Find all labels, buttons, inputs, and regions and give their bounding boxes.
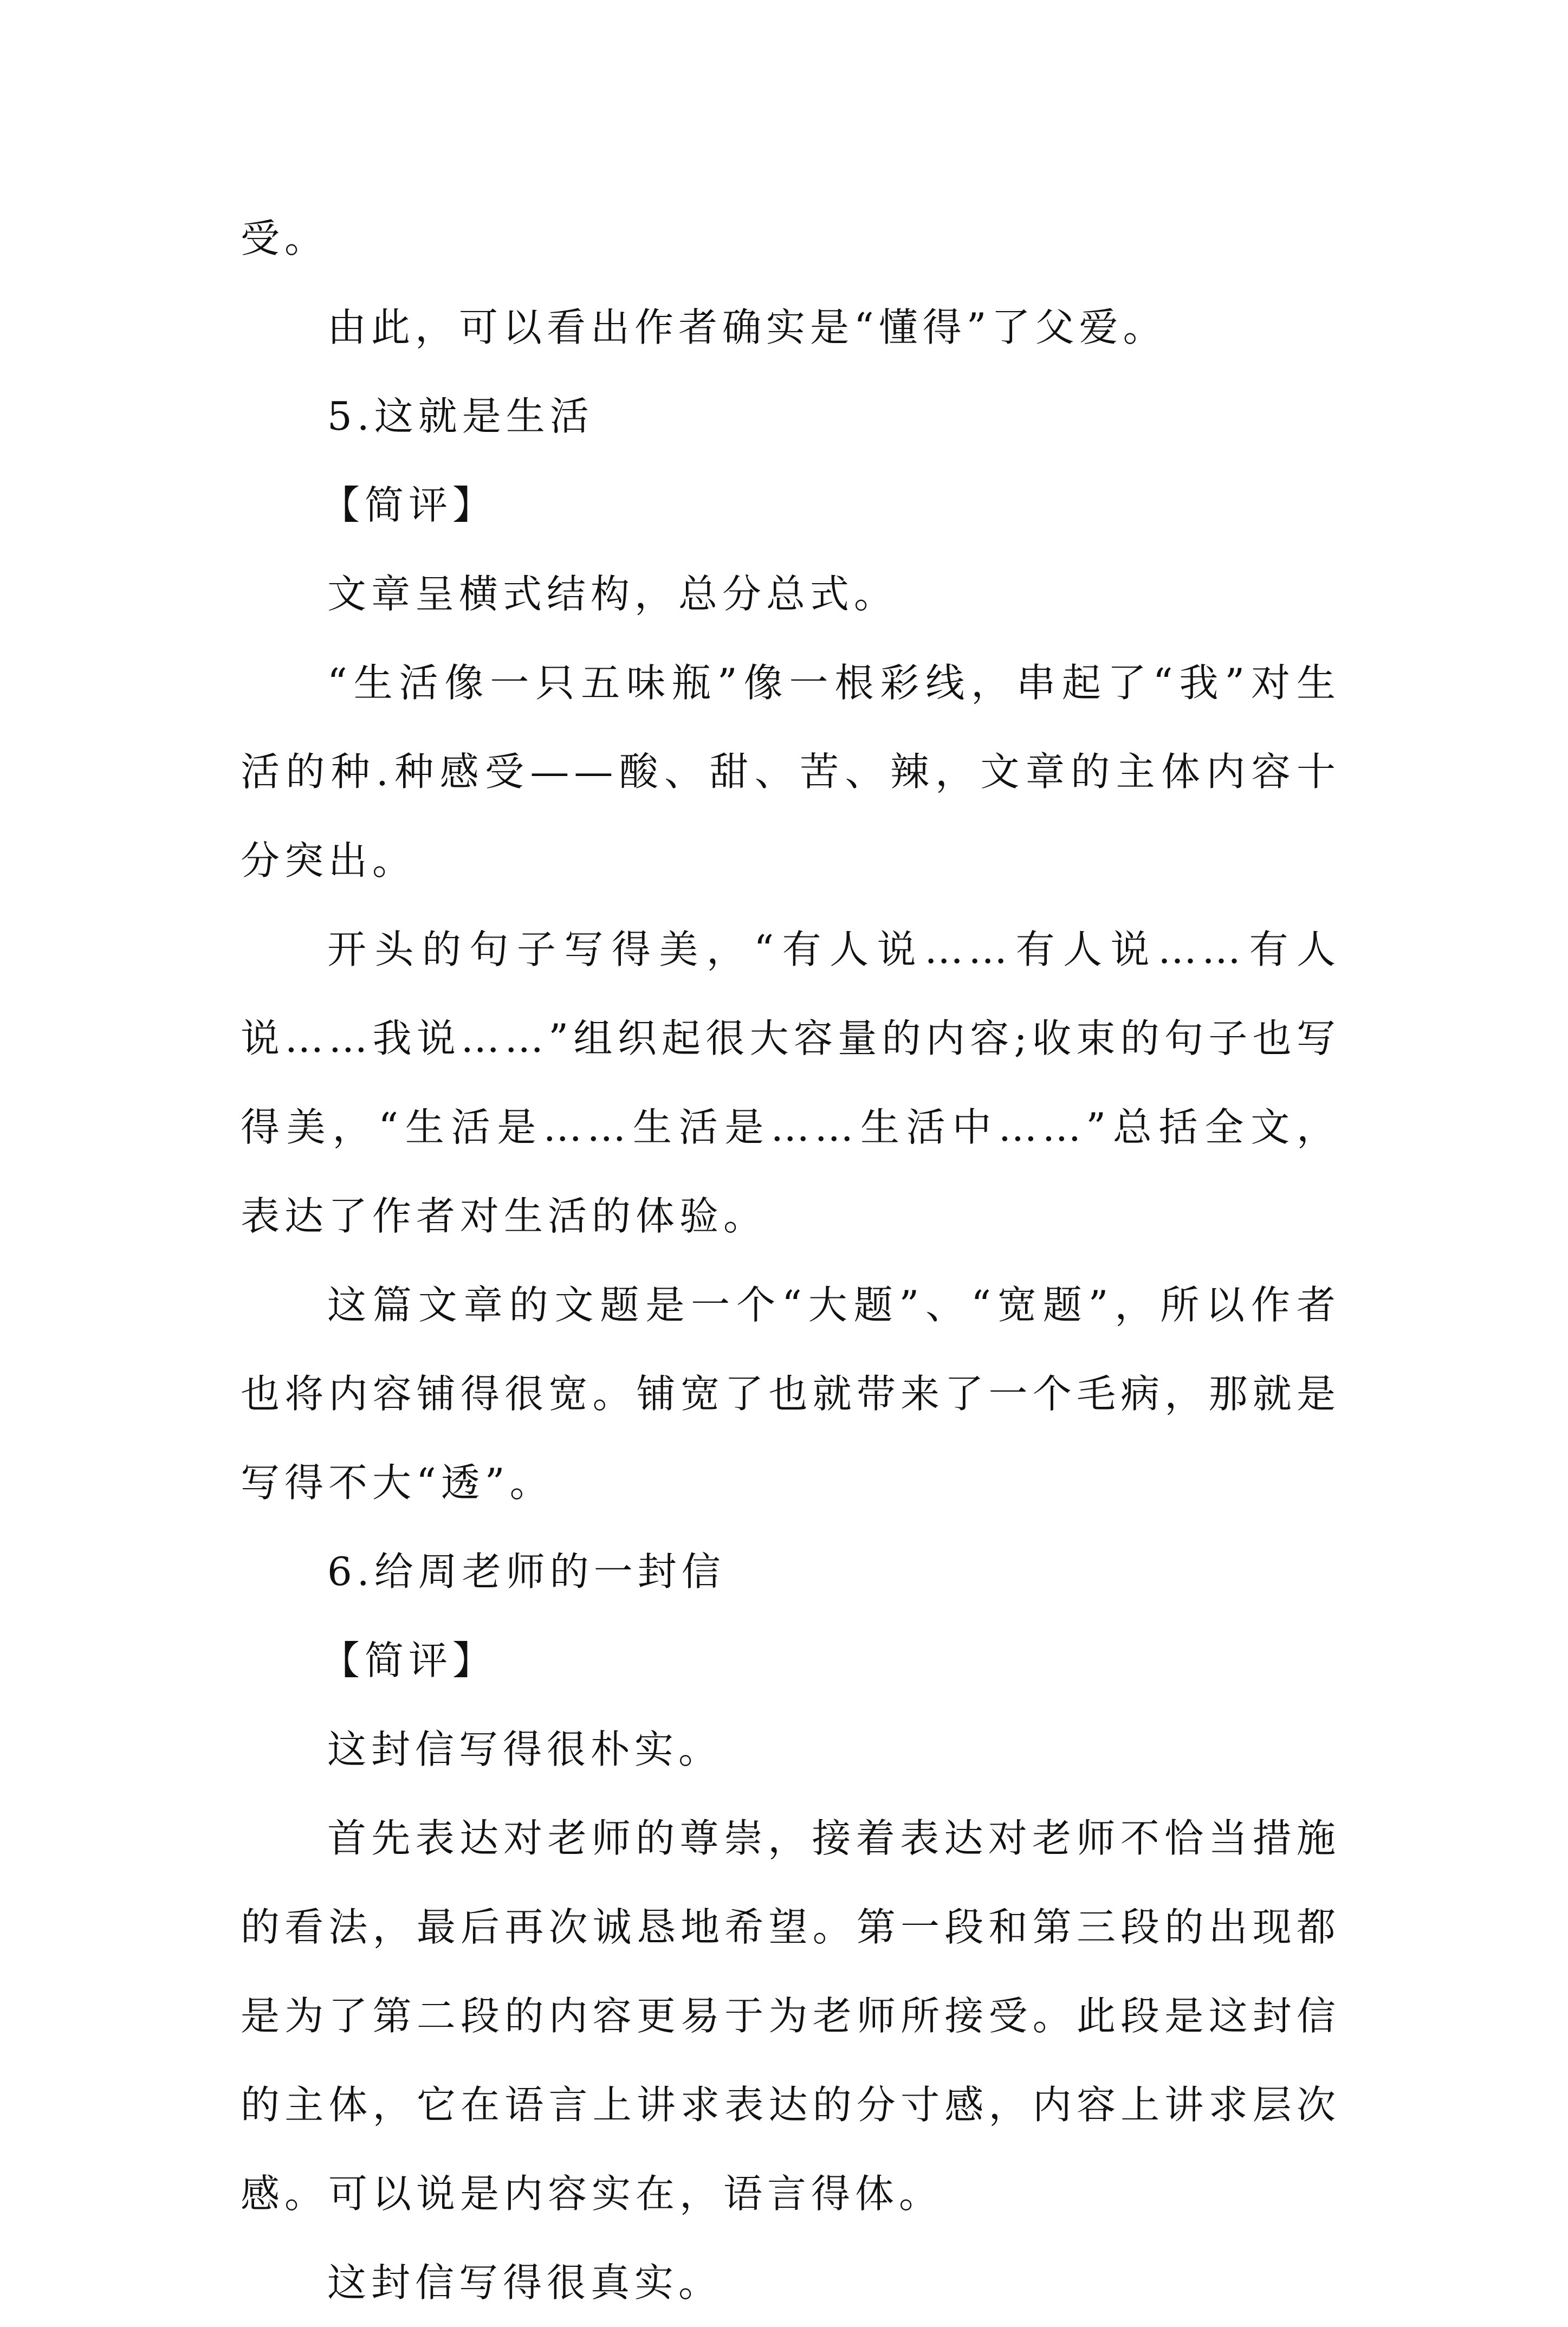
section-heading-6: 6.给周老师的一封信 [327, 1549, 725, 1594]
paragraph: 这封信写得很朴实。 [327, 1727, 723, 1772]
paragraph: 开头的句子写得美，“有人说……有人说……有人说……我说……”组织起很大容量的内容;收束的句子也写得美，“生活是……生活是……生活中……”总括全文，表达了作者对生活的体验。 [241, 927, 1340, 1239]
paragraph-continuation: 受。 [241, 216, 329, 261]
section-heading-5: 5.这就是生活 [327, 393, 594, 439]
paragraph: “生活像一只五味瓶”像一根彩线，串起了“我”对生活的种.种感受——酸、甜、苦、辣，文章的主体内容十分突出。 [241, 660, 1340, 883]
paragraph: 首先表达对老师的尊崇，接着表达对老师不恰当措施的看法，最后再次诚恳地希望。第一段和第三段的出现都是为了第二段的内容更易于为老师所接受。此段是这封信的主体，它在语言上讲求表达的分寸感，内容上讲求层次感。可以说是内容实在，语言得体。 [241, 1815, 1340, 2216]
paragraph: 文章呈横式结构，总分总式。 [327, 571, 898, 617]
paragraph-conclusion: 由此，可以看出作者确实是“懂得”了父爱。 [327, 305, 1167, 350]
paragraph: 这封信写得很真实。 [327, 2260, 723, 2305]
review-label: 【简评】 [321, 482, 497, 528]
review-label: 【简评】 [321, 1638, 497, 1683]
document-body [241, 194, 1340, 2327]
paragraph: 这篇文章的文题是一个“大题”、“宽题”，所以作者也将内容铺得很宽。铺宽了也就带来了一个毛病，那就是写得不大“透”。 [241, 1282, 1340, 1505]
